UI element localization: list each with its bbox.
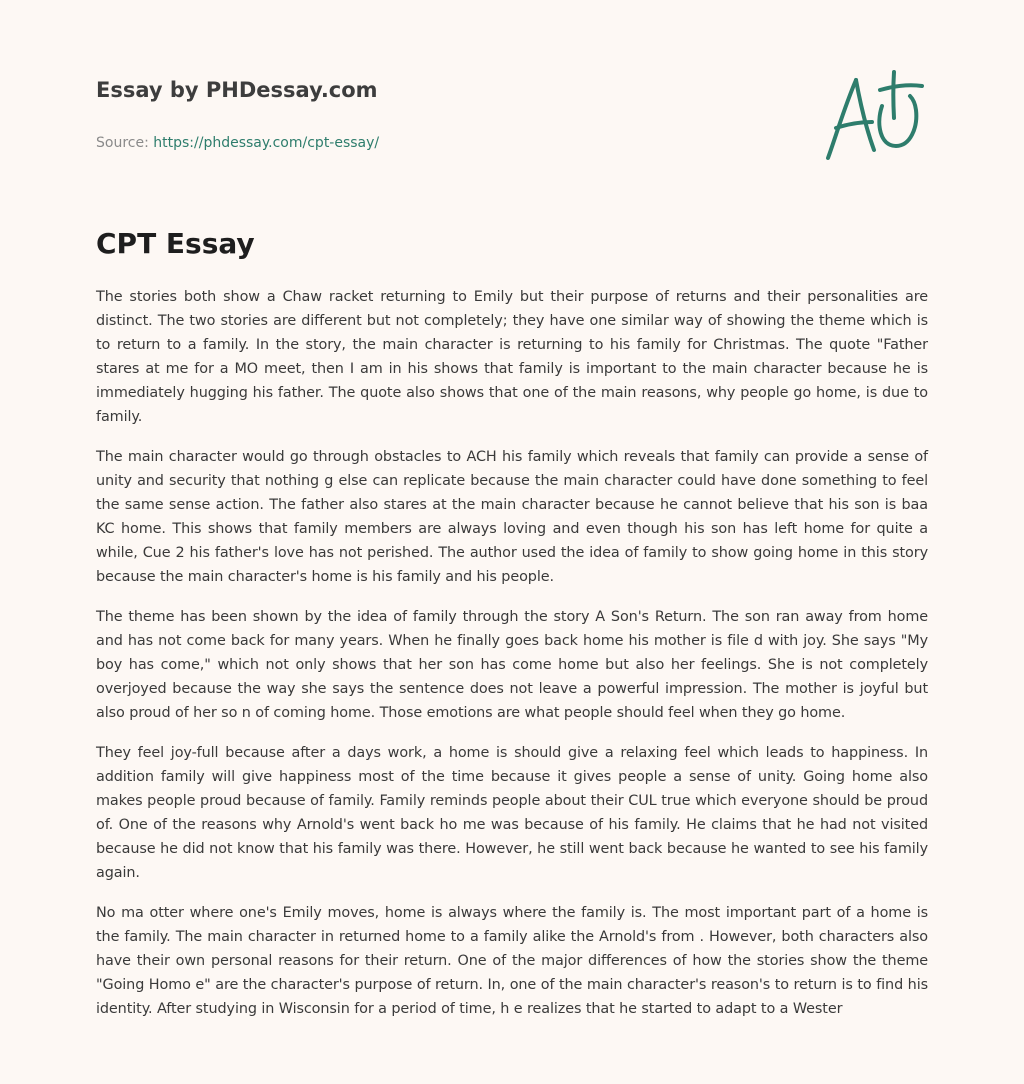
essay-paragraph: They feel joy-full because after a days work, a home is should give a relaxing feel which leads to happiness. In addition family will give happiness most of the time because it gives people a sense of unity. Going home also makes people proud because of family. Family reminds people about their CUL true which everyone should be proud of. One of the reasons why Arnold's went back ho me was because of his family. He claims that he had not visited because he did not know that his family was there. However, he still went back because he wanted to see his family again. bbox=[96, 745, 928, 881]
a-plus-logo bbox=[822, 66, 932, 166]
essay-paragraph: The theme has been shown by the idea of family through the story A Son's Return. The son ran away from home and has not come back for many years. When he finally goes back home his mother is file d with joy. She says "My boy has come," which not only shows that her son has come home but also her feelings. She is not completely overjoyed because the way she says the sentence does not leave a powerful impression. The mother is joyful but also proud of her so n of coming home. Those emotions are what people should feel when they go home. bbox=[96, 609, 928, 721]
essay-paragraph: No ma otter where one's Emily moves, home is always where the family is. The most important part of a home is the family. The main character in returned home to a family alike the Arnold's from . However, both characters also have their own personal reasons for their return. One of the major differences of how the stories show the theme "Going Homo e" are the character's purpose of return. In, one of the main character's reason's to return is to find his identity. After studying in Wisconsin for a period of time, h e realizes that he started to adapt to a Wester bbox=[96, 905, 928, 1017]
a-plus-logo-icon bbox=[822, 66, 932, 166]
source-line bbox=[96, 134, 796, 152]
essay-body bbox=[96, 285, 928, 1037]
source-link[interactable]: https://phdessay.com/cpt-essay/ bbox=[153, 135, 380, 151]
source-label: Source: bbox=[96, 135, 149, 151]
site-title: Essay by PHDessay.com bbox=[96, 78, 378, 102]
page-header bbox=[96, 76, 796, 152]
essay-paragraph: The main character would go through obstacles to ACH his family which reveals that family can provide a sense of unity and security that nothing g else can replicate because the main character could have done something to feel the same sense action. The father also stares at the main character because he cannot believe that his son is baa KC home. This shows that family members are always loving and even though his son has left home for quite a while, Cue 2 his father's love has not perished. The author used the idea of family to show going home in this story because the main character's home is his family and his people. bbox=[96, 449, 928, 585]
essay-paragraph: The stories both show a Chaw racket returning to Emily but their purpose of returns and their personalities are distinct. The two stories are different but not completely; they have one similar way of showing the theme which is to return to a family. In the story, the main character is returning to his family for Christmas. The quote "Father stares at me for a MO meet, then I am in his shows that family is important to the main character because he is immediately hugging his father. The quote also shows that one of the main reasons, why people go home, is due to family. bbox=[96, 289, 928, 425]
essay-title: CPT Essay bbox=[96, 227, 255, 260]
